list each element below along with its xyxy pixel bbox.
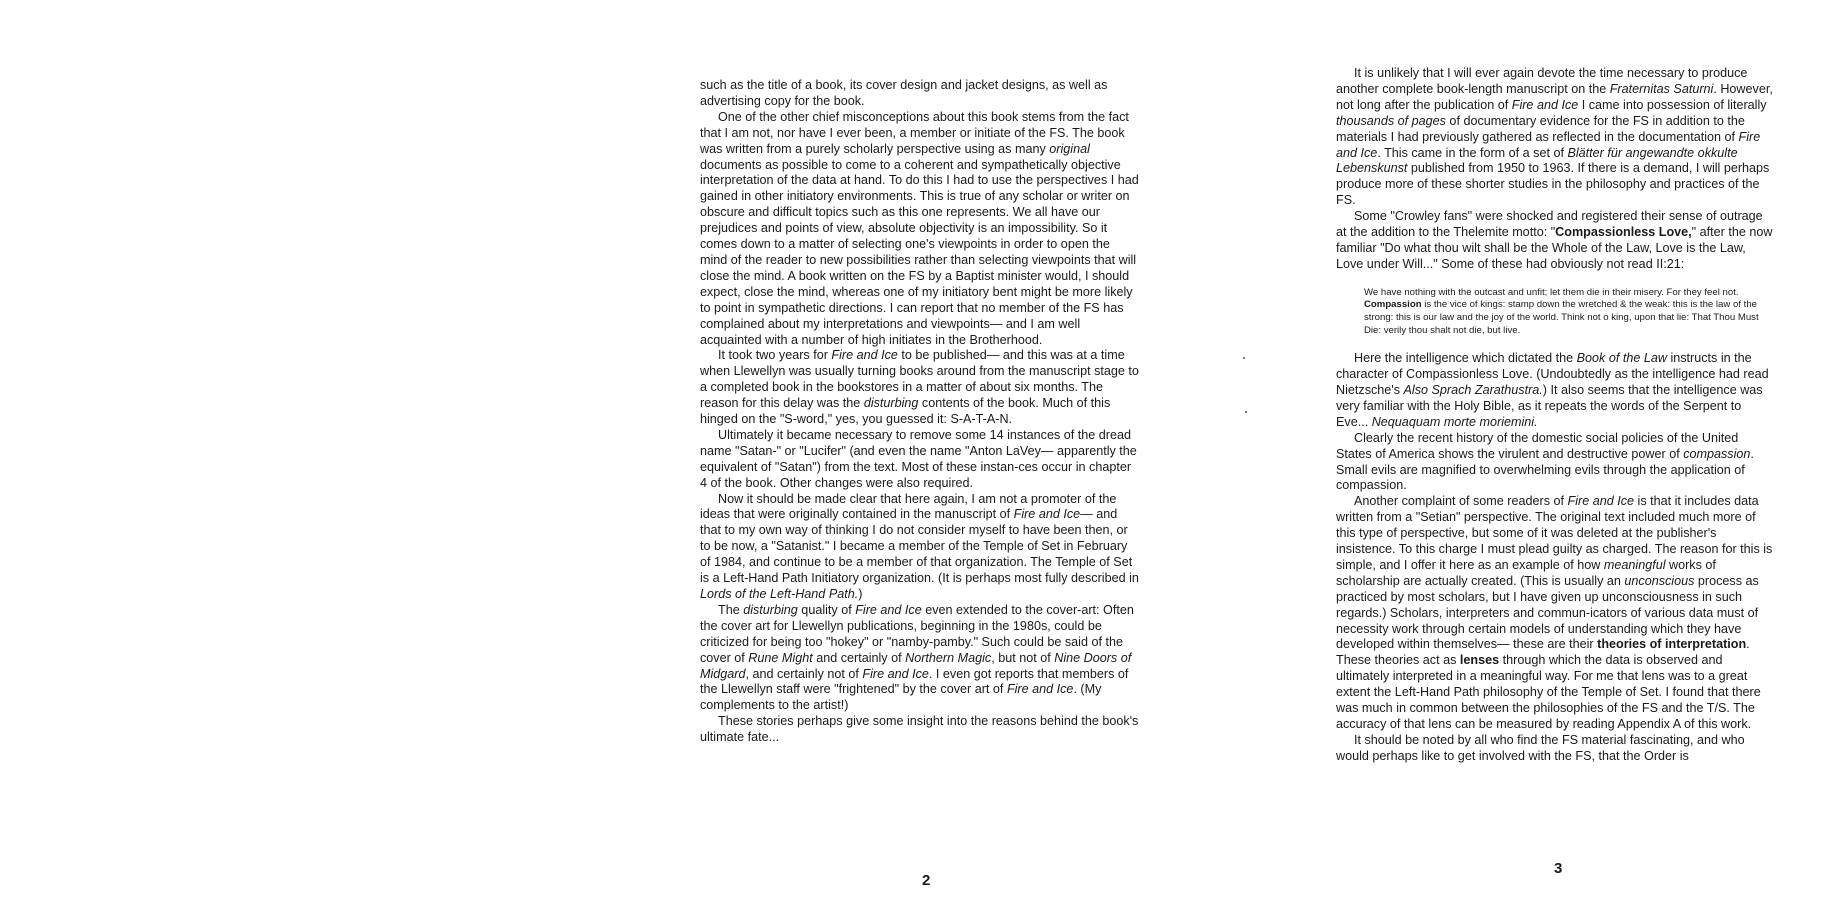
italic-text: unconscious (1624, 573, 1695, 588)
text-run: Ultimately it became necessary to remove some 14 instances of the dread name "Satan-" or "Lucifer" (and even the name "Anton LaVey— apparently the equivalent of "Satan") from the text. Most of these instan-ces occur in chapter 4 of the book. Other changes were also required. (700, 427, 1137, 490)
italic-text: Fire and Ice (862, 666, 929, 681)
text-run: is that it includes data written from a "Setian" perspective. The original text included much more of this type of perspective, but some of it was deleted at the publisher's insistence. To this charge I must plead guilty as charged. The reason for this is simple, and I offer it here as an example of how (1336, 494, 1773, 572)
paragraph (1336, 431, 1774, 495)
scan-speck (1245, 411, 1247, 413)
text-run: It should be noted by all who find the FS material fascinating, and who would perhaps like to get involved with the FS, that the Order is (1336, 732, 1745, 763)
paragraph (700, 714, 1140, 746)
paragraph (700, 110, 1140, 349)
text-run: published from 1950 to 1963. If there is a demand, I will perhaps produce more of these shorter studies in the philosophy and practices of the FS. (1336, 161, 1770, 208)
italic-text: Nine Doors of Midgard (700, 650, 1132, 681)
italic-text: Also Sprach Zarathustra. (1403, 382, 1543, 397)
italic-text: original (1049, 141, 1090, 156)
text-run: . This came in the form of a set of (1377, 145, 1568, 160)
text-run: We have nothing with the outcast and unfit; let them die in their misery. For they feel not. (1364, 286, 1739, 298)
text-run: contents of the book. Much of this hinged on the "S-word," yes, you guessed it: S-A-T-A-N. (700, 396, 1111, 427)
paragraph (1336, 351, 1774, 431)
bold-text: lenses (1459, 653, 1500, 668)
paragraph (1336, 494, 1774, 733)
italic-text: Fire and Ice (1336, 129, 1761, 160)
text-run: Clearly the recent history of the domestic social policies of the United States of America shows the virulent and destructive power of (1336, 430, 1739, 461)
page-number-right: 3 (1554, 860, 1563, 877)
italic-text: thousands of pages (1336, 113, 1446, 128)
text-run: documents as possible to come to a coherent and sympathetically objective interpretation of the data at hand. To do this I had to use the perspectives I had gained in other initiatory environments. This is true of any scholar or writer on obscure and difficult topics such as this one represents. We all have our prejudices and points of view, absolute objectivity is an impossibility. So it comes down to a matter of selecting one's viewpoints in order to open the mind of the reader to new possibilities rather than selecting viewpoints that will close the mind. A book written on the FS by a Baptist minister would, I should expect, close the mind, whereas one of my initiatory bent might be more likely to point in sympathetic directions. I can report that no member of the FS has complained about my interpretations and viewpoints— and I am well acquainted with a number of high initiates in the Brotherhood. (700, 157, 1139, 347)
text-run: , and certainly not of (745, 666, 863, 681)
italic-text: Rune Might (748, 650, 813, 665)
text-run: The (718, 602, 744, 617)
text-run: even extended to the cover-art: Often the cover art for Llewellyn publications, beginning in the 1980s, could be criticized for being too "hokey" or "namby-pamby." Such could be said of the cover of (700, 602, 1134, 665)
page-3-text (1336, 66, 1774, 765)
paragraph (1336, 66, 1774, 209)
text-run: ) (858, 587, 863, 601)
paragraph (700, 348, 1140, 428)
paragraph (1336, 733, 1774, 765)
italic-text: compassion (1683, 446, 1751, 461)
italic-text: Book of the Law (1576, 351, 1667, 366)
italic-text: Fire and Ice (1567, 494, 1635, 509)
italic-text: Fire and Ice (1013, 507, 1081, 522)
text-run: of documentary evidence for the FS in addition to the materials I had previously gathered as reflected in the documentation of (1336, 113, 1745, 144)
text-run: ) It also seems that the intelligence was very familiar with the Holy Bible, as it repeats the words of the Serpent to Eve... (1336, 382, 1763, 429)
text-run: Another complaint of some readers of (1354, 494, 1568, 509)
paragraph (700, 428, 1140, 492)
text-run: Some "Crowley fans" were shocked and registered their sense of outrage at the addition to the Thelemite motto: " (1336, 209, 1763, 240)
paragraph (700, 78, 1140, 110)
italic-text: Lords of the Left-Hand Path. (700, 587, 859, 601)
text-run: — and that to my own way of thinking I do not consider myself to have been then, or to be now, a "Satanist." I became a member of the Temple of Set in February of 1984, and continue to be a member of that organization. The Temple of Set is a Left-Hand Path Initiatory organization. (It is perhaps most fully described in (700, 507, 1139, 586)
text-run: process as practiced by most scholars, but I have given up unconsciousness in such regards.) Scholars, interpreters and commun-icators of various data must of necessity work through certain models of understanding which they have developed within themselves— these are their (1336, 573, 1759, 652)
bold-text: theories of interpretation (1597, 637, 1747, 652)
italic-text: Fraternitas Saturni (1609, 81, 1714, 96)
paragraph (700, 492, 1140, 603)
text-run: works of scholarship are actually created. (This is usually an (1336, 557, 1716, 588)
text-run: " after the now familiar "Do what thou wilt shall be the Whole of the Law, Love is the Law, Love under Will..." Some of these had obviously not read II:21: (1336, 225, 1773, 271)
page-number-left: 2 (922, 872, 931, 889)
italic-text: Fire and Ice (831, 348, 898, 363)
block-quote (1364, 287, 1769, 337)
text-run: . I even got reports that members of the Llewellyn staff were "frightened" by the cover art of (700, 666, 1129, 697)
text-run: It took two years for (718, 348, 832, 363)
italic-text: Blätter für angewandte okkulte Lebenskunst (1336, 145, 1738, 176)
italic-text: Northern Magic (905, 650, 992, 665)
text-run: Here the intelligence which dictated the (1354, 351, 1577, 366)
text-run: It is unlikely that I will ever again devote the time necessary to produce another complete book-length manuscript on the (1336, 66, 1748, 96)
italic-text: Fire and Ice (1511, 97, 1579, 112)
text-run: . These theories act as (1336, 637, 1750, 668)
text-run: These stories perhaps give some insight into the reasons behind the book's ultimate fate... (700, 714, 1139, 745)
text-run: . Small evils are magnified to overwhelming evils through the application of compassion. (1336, 446, 1754, 493)
italic-text: disturbing (743, 602, 798, 617)
text-run: . However, not long after the publication of (1336, 81, 1773, 112)
text-run: Now it should be made clear that here again, I am not a promoter of the ideas that were originally contained in the manuscript of (700, 491, 1117, 522)
paragraph (700, 603, 1140, 714)
text-run: to be published— and this was at a time when Llewellyn was usually turning books around from the manuscript stage to a completed book in the bookstores in a matter of about six months. The reason for this delay was the (700, 348, 1139, 411)
text-run: through which the data is observed and ultimately interpreted in a meaningful way. For me that lens was to a great extent the Left-Hand Path philosophy of the Temple of Set. I found that there was much in common between the philosophies of the FS and the T/S. The accuracy of that lens can be measured by reading Appendix A of this work. (1336, 653, 1761, 731)
text-run: is the vice of kings: stamp down the wretched & the weak: this is the law of the strong: this is our law and the joy of the world. Think not o king, upon that lie: That Thou Must Die: verily thou shalt not die, but live. (1364, 299, 1759, 336)
italic-text: Fire and Ice (1006, 682, 1074, 697)
italic-text: Fire and Ice (855, 602, 922, 617)
text-run: . (My complements to the artist!) (700, 682, 1102, 713)
page-2-text (700, 78, 1140, 746)
italic-text: Nequaquam morte moriemini. (1371, 414, 1538, 429)
text-run: instructs in the character of Compassionless Love. (Undoubtedly as the intelligence had read Nietzsche's (1336, 351, 1769, 397)
bold-text: Compassionless Love, (1555, 225, 1692, 240)
italic-text: meaningful (1603, 557, 1666, 572)
text-run: such as the title of a book, its cover design and jacket designs, as well as advertising copy for the book. (700, 78, 1108, 108)
bold-text: Compassion (1364, 299, 1422, 311)
italic-text: disturbing (863, 396, 919, 411)
text-run: I came into possession of literally (1578, 97, 1767, 112)
scan-speck (1243, 357, 1245, 359)
text-run: quality of (797, 602, 856, 617)
paragraph (1336, 209, 1774, 273)
text-run: One of the other chief misconceptions about this book stems from the fact that I am not, nor have I ever been, a member or initiate of the FS. The book was written from a purely scholarly perspective using as many (700, 109, 1129, 156)
text-run: , but not of (991, 650, 1055, 665)
text-run: and certainly of (812, 650, 906, 665)
